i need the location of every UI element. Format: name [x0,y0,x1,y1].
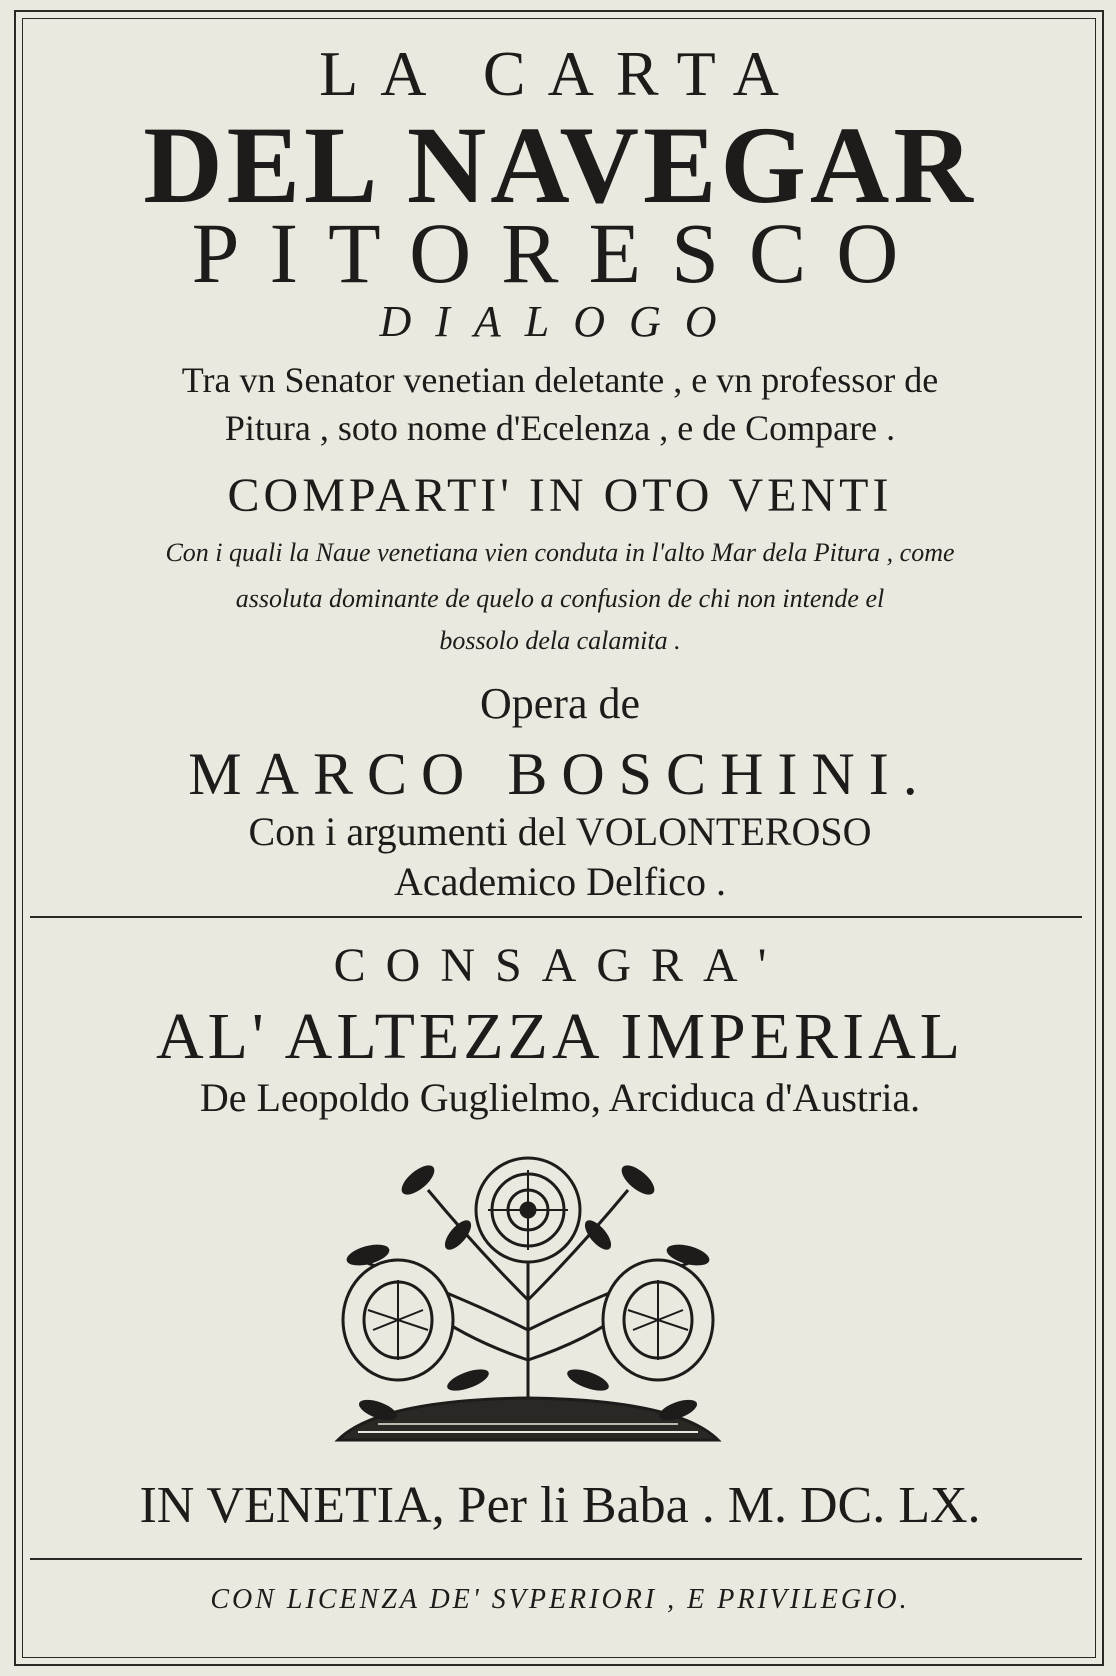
title-line-la-carta: LA CARTA [319,38,801,109]
dedication-line-1: CONSAGRA' [333,939,787,992]
title-line-dialogo: DIALOGO [379,297,741,346]
arguments-line-1: Con i argumenti del VOLONTEROSO [248,809,872,854]
license-line: CON LICENZA DE' SVPERIORI , E PRIVILEGIO. [210,1584,910,1615]
title-line-pitoresco: PITORESCO [191,205,929,301]
opera-label: Opera de [479,679,640,728]
author-name: MARCO BOSCHINI. [188,741,932,807]
subtitle-line-2: Pitura , soto nome d'Ecelenza , e de Compare . [224,408,896,448]
arguments-line-2: Academico Delfico . [393,859,727,904]
divider-rule [30,916,1082,918]
description-line-3: bossolo dela calamita . [439,626,681,655]
dedication-line-3: De Leopoldo Guglielmo, Arciduca d'Austria. [199,1075,921,1120]
title-line-del-navegar: DEL NAVEGAR [143,104,977,226]
dedication-line-2: AL' ALTEZZA IMPERIAL [155,1000,965,1073]
floral-woodcut-icon [318,1140,738,1460]
imprint-line: IN VENETIA, Per li Baba . M. DC. LX. [139,1477,981,1534]
bottom-rule [30,1558,1082,1560]
description-line-1: Con i quali la Naue venetiana vien conduta in l'alto Mar dela Pitura , come [165,538,955,567]
description-line-2: assoluta dominante de quelo a confusion de chi non intende el [235,584,885,613]
division-heading: COMPARTI' IN OTO VENTI [227,469,893,522]
subtitle-line-1: Tra vn Senator venetian deletante , e vn professor de [181,360,939,400]
